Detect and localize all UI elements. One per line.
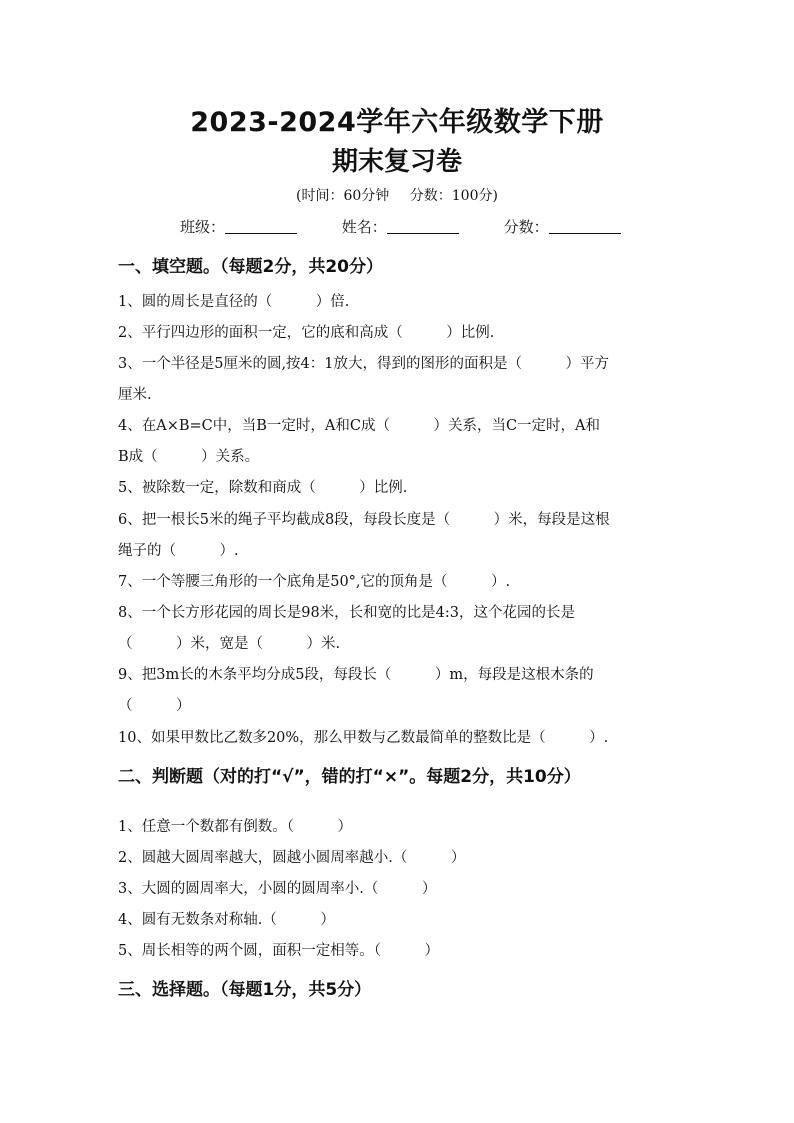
question-line: 3、一个半径是5厘米的圆,按4：1放大，得到的图形的面积是（ ）平方 <box>118 356 610 372</box>
question-line: 5、周长相等的两个圆，面积一定相等。（ ） <box>118 943 439 959</box>
score-field <box>504 216 621 237</box>
question-line: 7、一个等腰三角形的一个底角是50°,它的顶角是（ ）. <box>118 574 511 590</box>
question-line: 6、把一根长5米的绳子平均截成8段，每段长度是（ ）米，每段是这根 <box>118 512 610 528</box>
question-line: 10、如果甲数比乙数多20%，那么甲数与乙数最简单的整数比是（ ）. <box>118 730 609 746</box>
exam-title: 2023-2024学年六年级数学下册 <box>190 107 604 138</box>
score-blank[interactable] <box>549 219 621 234</box>
total-score: 分数：100分) <box>409 188 498 204</box>
question-line: 厘米. <box>118 387 152 403</box>
question-line: 1、圆的周长是直径的（ ）倍. <box>118 294 350 310</box>
question-line: 绳子的（ ）. <box>118 543 239 559</box>
exam-meta <box>0 185 794 205</box>
question-line: 4、圆有无数条对称轴.（ ） <box>118 912 335 928</box>
question-line: 5、被除数一定，除数和商成（ ）比例. <box>118 480 408 496</box>
question-line: （ ） <box>118 698 191 714</box>
question-line: 8、一个长方形花园的周长是98米，长和宽的比是4:3，这个花园的长是 <box>118 605 576 621</box>
name-field <box>342 216 459 237</box>
student-info <box>180 216 661 237</box>
score-label: 分数： <box>503 218 549 236</box>
exam-subtitle: 期末复习卷 <box>331 147 462 177</box>
class-blank[interactable] <box>225 219 297 234</box>
name-blank[interactable] <box>387 219 459 234</box>
question-line: 9、把3m长的木条平均分成5段，每段长（ ）m，每段是这根木条的 <box>118 667 594 683</box>
class-field <box>180 216 297 237</box>
question-line: 4、在A×B=C中，当B一定时，A和C成（ ）关系，当C一定时，A和 <box>118 418 601 434</box>
section-choice-title: 三、选择题。（每题1分，共5分） <box>118 980 372 1000</box>
question-line: 3、大圆的圆周率大，小圆的圆周率小.（ ） <box>118 881 437 897</box>
question-line: B成（ ）关系。 <box>118 449 260 465</box>
question-line: 2、平行四边形的面积一定，它的底和高成（ ）比例. <box>118 325 495 341</box>
question-line: （ ）米，宽是（ ）米. <box>118 636 341 652</box>
class-label: 班级： <box>180 218 226 236</box>
time-limit: (时间：60分钟 <box>296 188 390 204</box>
section-true-false-title: 二、判断题（对的打“√”，错的打“×”。每题2分，共10分） <box>118 767 581 787</box>
question-line: 2、圆越大圆周率越大，圆越小圆周率越小.（ ） <box>118 850 466 866</box>
section-fill-in-title: 一、填空题。（每题2分，共20分） <box>118 257 383 277</box>
question-line: 1、任意一个数都有倒数。（ ） <box>118 819 352 835</box>
name-label: 姓名： <box>341 218 387 236</box>
